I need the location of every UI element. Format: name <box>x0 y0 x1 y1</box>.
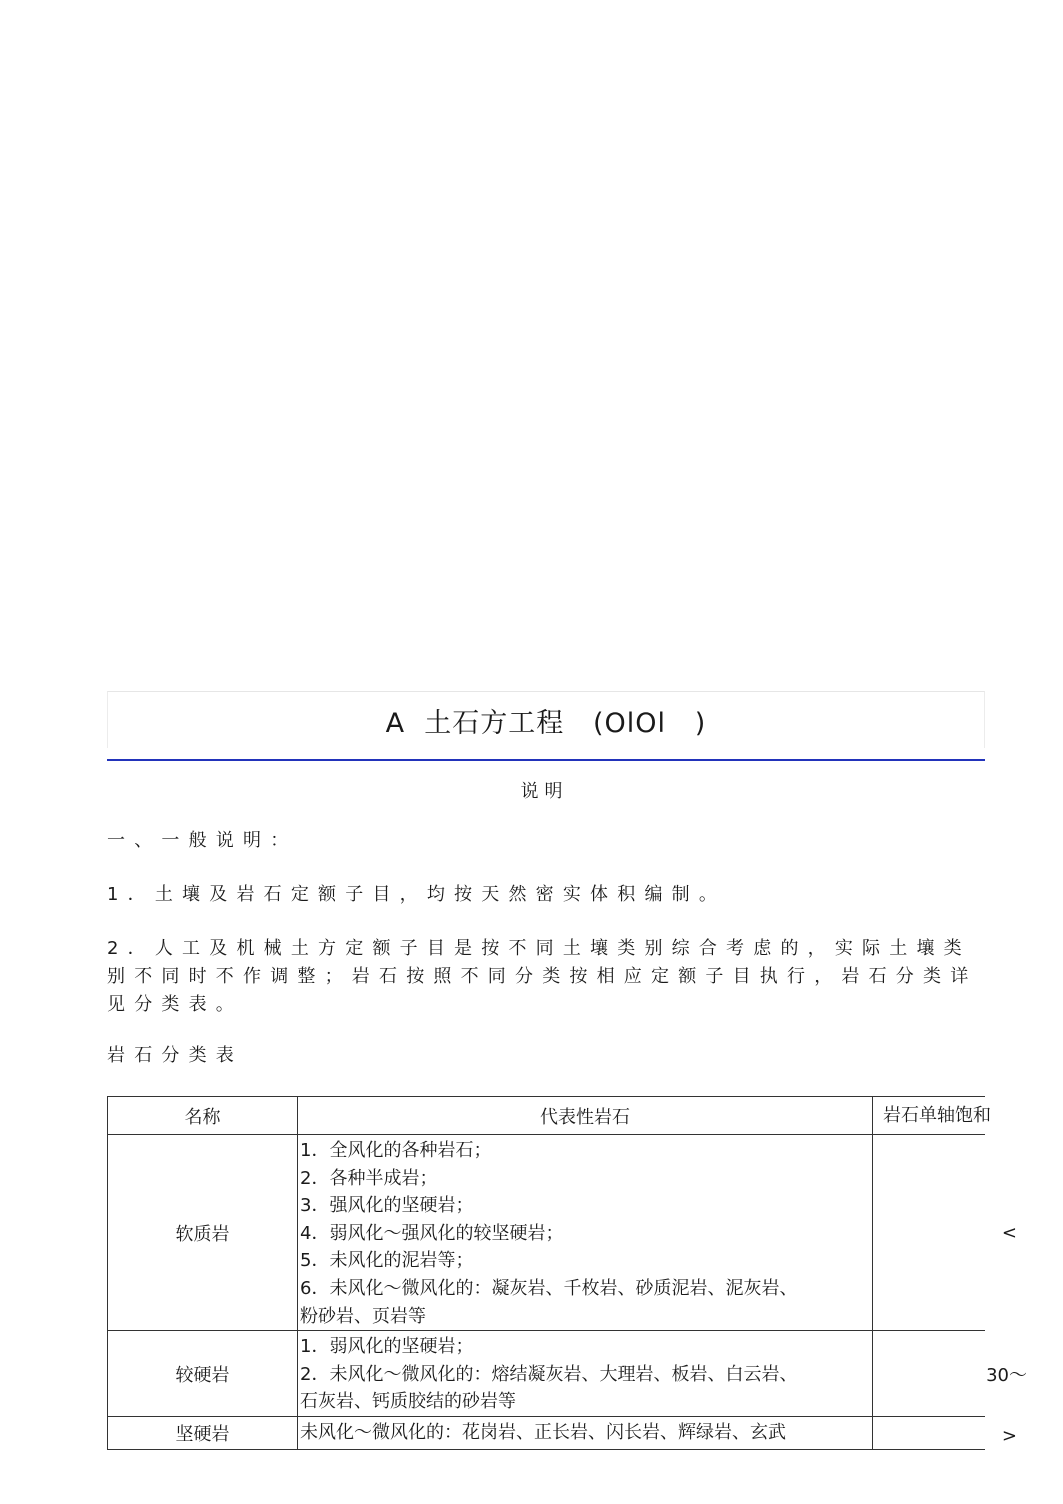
row-name: 软质岩 <box>108 1135 298 1331</box>
row-strength-cell <box>873 1135 1017 1331</box>
header-name: 名称 <box>108 1097 298 1135</box>
subtitle: 说明 <box>520 781 569 802</box>
list-item: 粉砂岩、页岩等 <box>300 1305 426 1327</box>
section-heading: 一、一般说明： <box>107 830 298 851</box>
row-strength-cell <box>873 1416 1017 1449</box>
list-item: 6．未风化～微风化的：凝灰岩、千枚岩、砂质泥岩、泥灰岩、 <box>300 1277 798 1299</box>
row-strength-cell <box>873 1331 1027 1417</box>
row-items <box>298 1416 873 1449</box>
list-item: 4．弱风化～强风化的较坚硬岩； <box>300 1222 564 1244</box>
header-strength: 岩石单轴饱和 <box>883 1105 991 1126</box>
list-item: 未风化～微风化的：花岗岩、正长岩、闪长岩、辉绿岩、玄武 <box>300 1421 786 1443</box>
paragraph-2: 2．人工及机械土方定额子目是按不同土壤类别综合考虑的，实际土壤类别不同时不作调整；岩石按照不同分类按相应定额子目执行，岩石分类详见分类表。 <box>107 938 978 1015</box>
paragraph-1: 1．土壤及岩石定额子目，均按天然密实体积编制。 <box>107 884 727 905</box>
list-item: 2．未风化～微风化的：熔结凝灰岩、大理岩、板岩、白云岩、 <box>300 1363 798 1385</box>
row-name: 坚硬岩 <box>108 1416 298 1449</box>
row-strength: 30～ <box>986 1364 1027 1386</box>
list-item: 石灰岩、钙质胶结的砂岩等 <box>300 1391 516 1413</box>
list-item: 1．弱风化的坚硬岩； <box>300 1336 474 1358</box>
list-item: 2．各种半成岩； <box>300 1167 438 1189</box>
row-strength: < <box>1001 1222 1017 1244</box>
table-row <box>108 1416 986 1449</box>
row-items <box>298 1135 873 1331</box>
row-strength: > <box>1001 1425 1017 1447</box>
table-caption: 岩石分类表 <box>107 1045 243 1066</box>
header-strength-cell <box>873 1097 991 1135</box>
list-item: 3．强风化的坚硬岩； <box>300 1195 474 1217</box>
row-items <box>298 1331 873 1417</box>
title-box <box>107 691 985 748</box>
list-item: 5．未风化的泥岩等； <box>300 1250 474 1272</box>
page-title: A 土石方工程 (OlOl ) <box>385 707 707 739</box>
row-name: 较硬岩 <box>108 1331 298 1417</box>
header-representative-rock: 代表性岩石 <box>298 1097 873 1135</box>
rock-classification-table <box>107 1096 1027 1450</box>
title-underline <box>107 759 985 761</box>
list-item: 1．全风化的各种岩石； <box>300 1140 492 1161</box>
table-header-row <box>108 1097 986 1135</box>
table-row <box>108 1331 986 1417</box>
table-row <box>108 1135 986 1331</box>
